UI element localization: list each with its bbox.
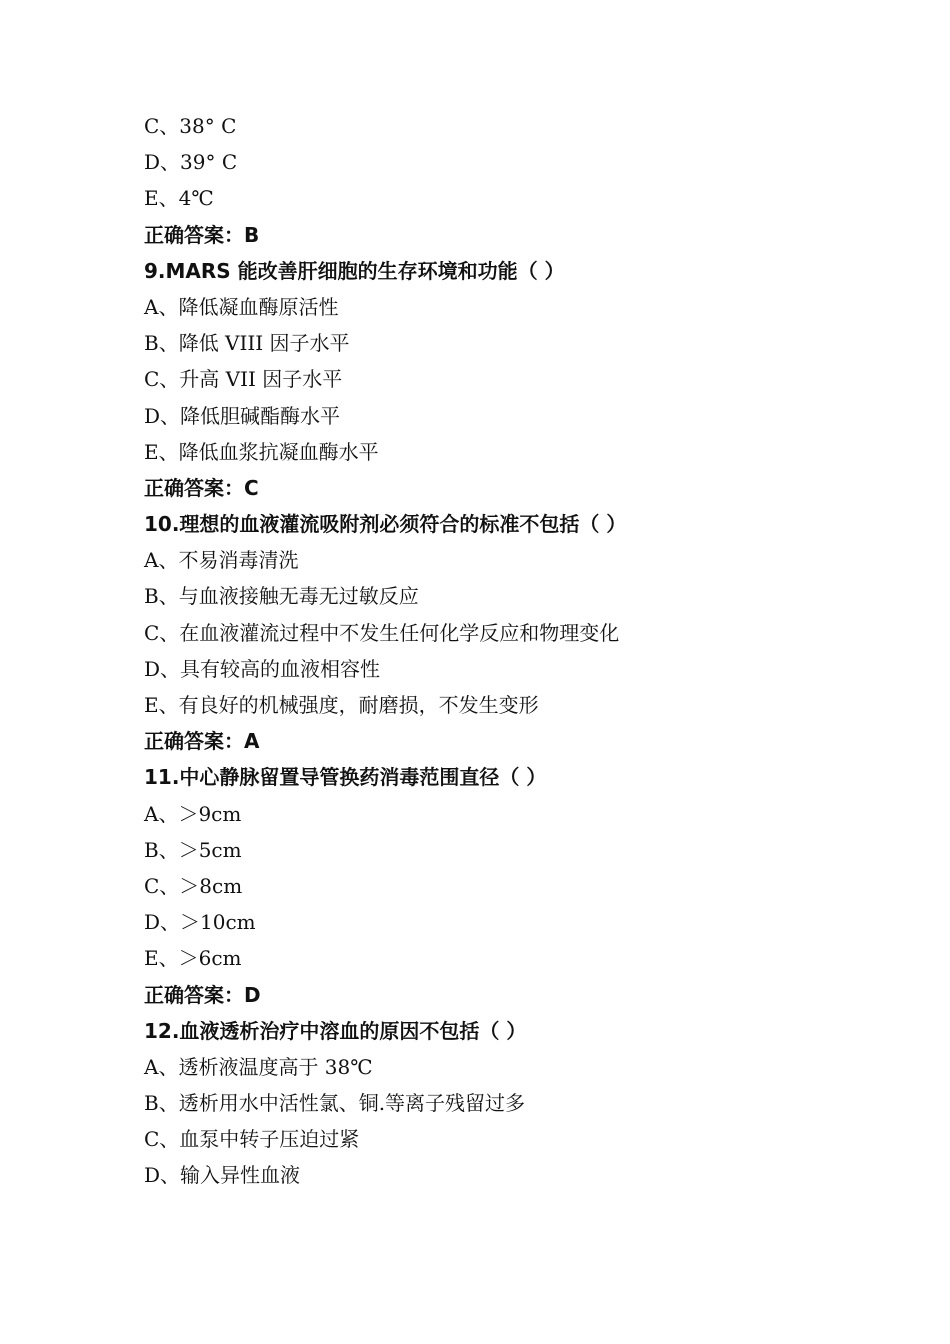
option-line: E、降低血浆抗凝血酶水平 xyxy=(144,439,379,464)
option-line: A、透析液温度高于 38℃ xyxy=(144,1054,373,1079)
question-line: 11.中心静脉留置导管换药消毒范围直径（ ） xyxy=(144,765,547,790)
option-line: B、与血液接触无毒无过敏反应 xyxy=(144,584,419,609)
option-line: D、输入异性血液 xyxy=(144,1163,301,1188)
option-line: B、透析用水中活性氯、铜.等离子残留过多 xyxy=(144,1091,526,1116)
option-line: D、具有较高的血液相容性 xyxy=(144,656,381,681)
option-line: A、＞9cm xyxy=(144,801,242,826)
exam-text-block xyxy=(144,108,844,1194)
option-line: B、＞5cm xyxy=(144,837,242,862)
option-line: A、不易消毒清洗 xyxy=(144,548,299,573)
option-line: C、血泵中转子压迫过紧 xyxy=(144,1127,360,1152)
answer-line: 正确答案：D xyxy=(144,982,261,1007)
option-line: C、＞8cm xyxy=(144,873,243,898)
question-line: 9.MARS 能改善肝细胞的生存环境和功能（ ） xyxy=(144,258,565,283)
question-line: 10.理想的血液灌流吸附剂必须符合的标准不包括（ ） xyxy=(144,512,627,537)
option-line: D、降低胆碱酯酶水平 xyxy=(144,403,341,428)
option-line: B、降低 VIII 因子水平 xyxy=(144,331,350,356)
option-line: D、39° C xyxy=(144,150,238,175)
option-line: E、＞6cm xyxy=(144,946,242,971)
option-line: D、＞10cm xyxy=(144,910,256,935)
option-line: A、降低凝血酶原活性 xyxy=(144,294,339,319)
option-line: C、38° C xyxy=(144,114,237,138)
question-line: 12.血液透析治疗中溶血的原因不包括（ ） xyxy=(144,1018,527,1043)
answer-line: 正确答案：B xyxy=(144,222,260,247)
option-line: C、在血液灌流过程中不发生任何化学反应和物理变化 xyxy=(144,620,620,645)
answer-line: 正确答案：C xyxy=(144,475,259,500)
option-line: C、升高 VII 因子水平 xyxy=(144,367,343,392)
answer-line: 正确答案：A xyxy=(144,729,260,754)
option-line: E、有良好的机械强度，耐磨损，不发生变形 xyxy=(144,693,539,717)
option-line: E、4℃ xyxy=(144,186,214,211)
